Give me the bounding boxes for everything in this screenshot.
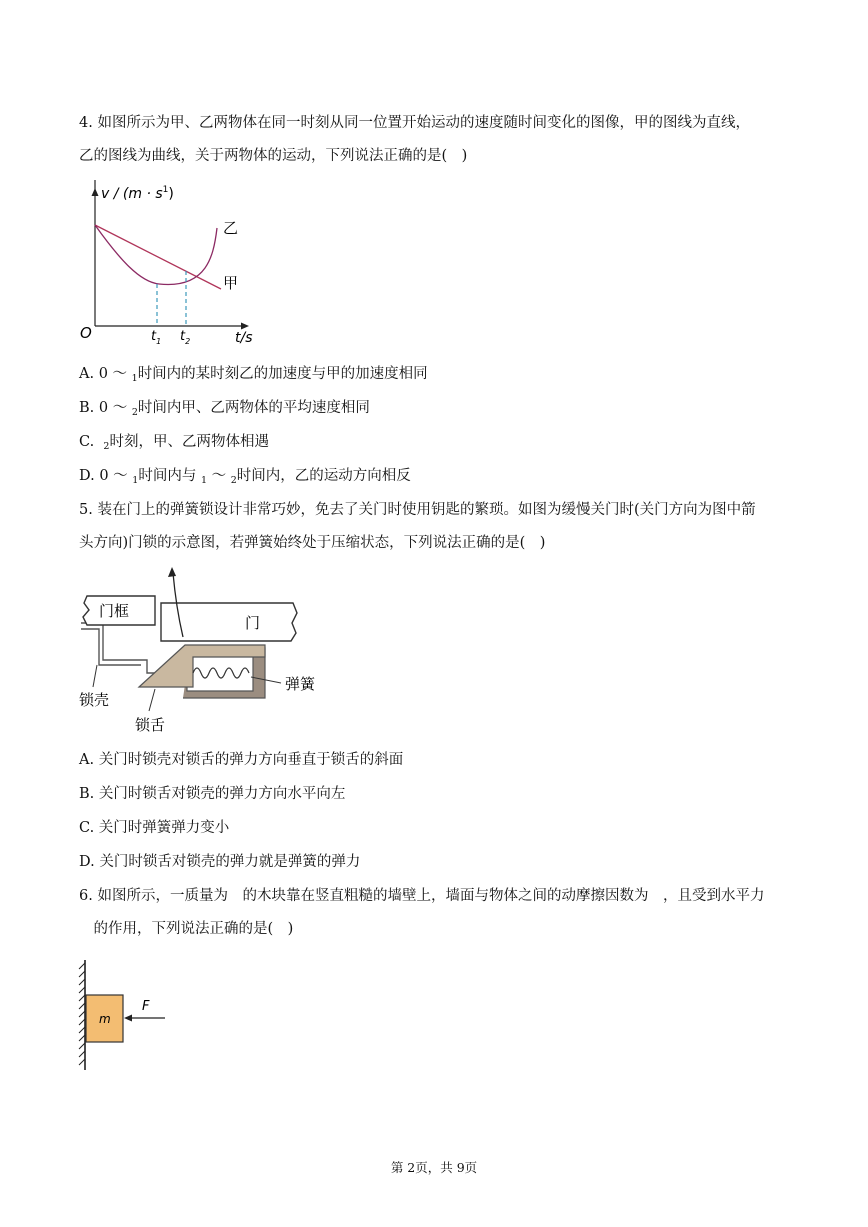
spring: [193, 668, 249, 678]
door-label: 门: [245, 614, 261, 632]
x-axis-arrow: [241, 323, 249, 330]
q5-stem-line2: 头方向)门锁的示意图，若弹簧始终处于压缩状态，下列说法正确的是( ): [79, 535, 546, 551]
q4-stem-line1: 4. 如图所示为甲、乙两物体在同一时刻从同一位置开始运动的速度随时间变化的图像，甲的图线为直线，: [79, 115, 750, 131]
closing-direction-arrow: [168, 567, 176, 577]
lock-tongue: [139, 645, 265, 687]
force-label: F: [142, 999, 150, 1014]
q4-velocity-time-graph: [75, 180, 265, 350]
jia-label: 甲: [223, 274, 239, 292]
yi-label: 乙: [223, 219, 239, 237]
jia-line: [95, 225, 221, 289]
q6-block-wall-diagram: [70, 955, 180, 1075]
q5-option-a[interactable]: A. 关门时锁壳对锁舌的弹力方向垂直于锁舌的斜面: [79, 752, 404, 768]
spring-label: 弹簧: [285, 675, 316, 693]
door-frame-label: 门框: [99, 602, 130, 620]
lock-tongue-label: 锁舌: [135, 716, 166, 734]
t1-label: $t_1$: [151, 329, 162, 346]
door: [161, 603, 297, 641]
shell-leader: [93, 665, 97, 687]
q5-stem-line1: 5. 装在门上的弹簧锁设计非常巧妙，免去了关门时使用钥匙的繁琐。如图为缓慢关门时(关门方向为图中箭: [79, 502, 756, 518]
q4-option-a[interactable]: A. 0 ～ $_1$时间内的某时刻乙的加速度与甲的加速度相同: [79, 366, 428, 384]
q4-option-d[interactable]: D. 0 ～ $_1$时间内与 $_1$ ～ $_2$时间内，乙的运动方向相反: [79, 468, 411, 486]
block-label: m: [99, 1012, 111, 1026]
wall-hatching: [79, 963, 85, 1065]
q6-stem-line2: 的作用，下列说法正确的是( ): [79, 921, 294, 937]
q4-option-c[interactable]: C. $_2$时刻，甲、乙两物体相遇: [79, 434, 269, 452]
force-arrowhead: [124, 1015, 132, 1022]
q5-option-c[interactable]: C. 关门时弹簧弹力变小: [79, 820, 230, 836]
q5-option-b[interactable]: B. 关门时锁舌对锁壳的弹力方向水平向左: [79, 786, 346, 802]
lock-shell-label: 锁壳: [79, 691, 110, 709]
q6-stem-line1: 6. 如图所示，一质量为 的木块靠在竖直粗糙的墙壁上，墙面与物体之间的动摩擦因数为 ，且受到水平力: [79, 888, 765, 904]
q5-option-d[interactable]: D. 关门时锁舌对锁壳的弹力就是弹簧的弹力: [79, 854, 361, 870]
q4-option-b[interactable]: B. 0 ～ $_2$时间内甲、乙两物体的平均速度相同: [79, 400, 370, 418]
y-axis-label: $v / (m \cdot s^1)$: [101, 185, 174, 202]
y-axis-arrow: [92, 188, 99, 196]
origin-label: O: [80, 324, 92, 342]
tongue-leader: [149, 689, 155, 711]
q5-door-lock-diagram: [75, 565, 335, 740]
q4-stem-line2: 乙的图线为曲线，关于两物体的运动，下列说法正确的是( ): [79, 148, 468, 164]
x-axis-label: t/s: [235, 330, 253, 346]
page-footer: 第 2页，共 9页: [390, 1160, 478, 1175]
t2-label: $t_2$: [180, 329, 191, 346]
